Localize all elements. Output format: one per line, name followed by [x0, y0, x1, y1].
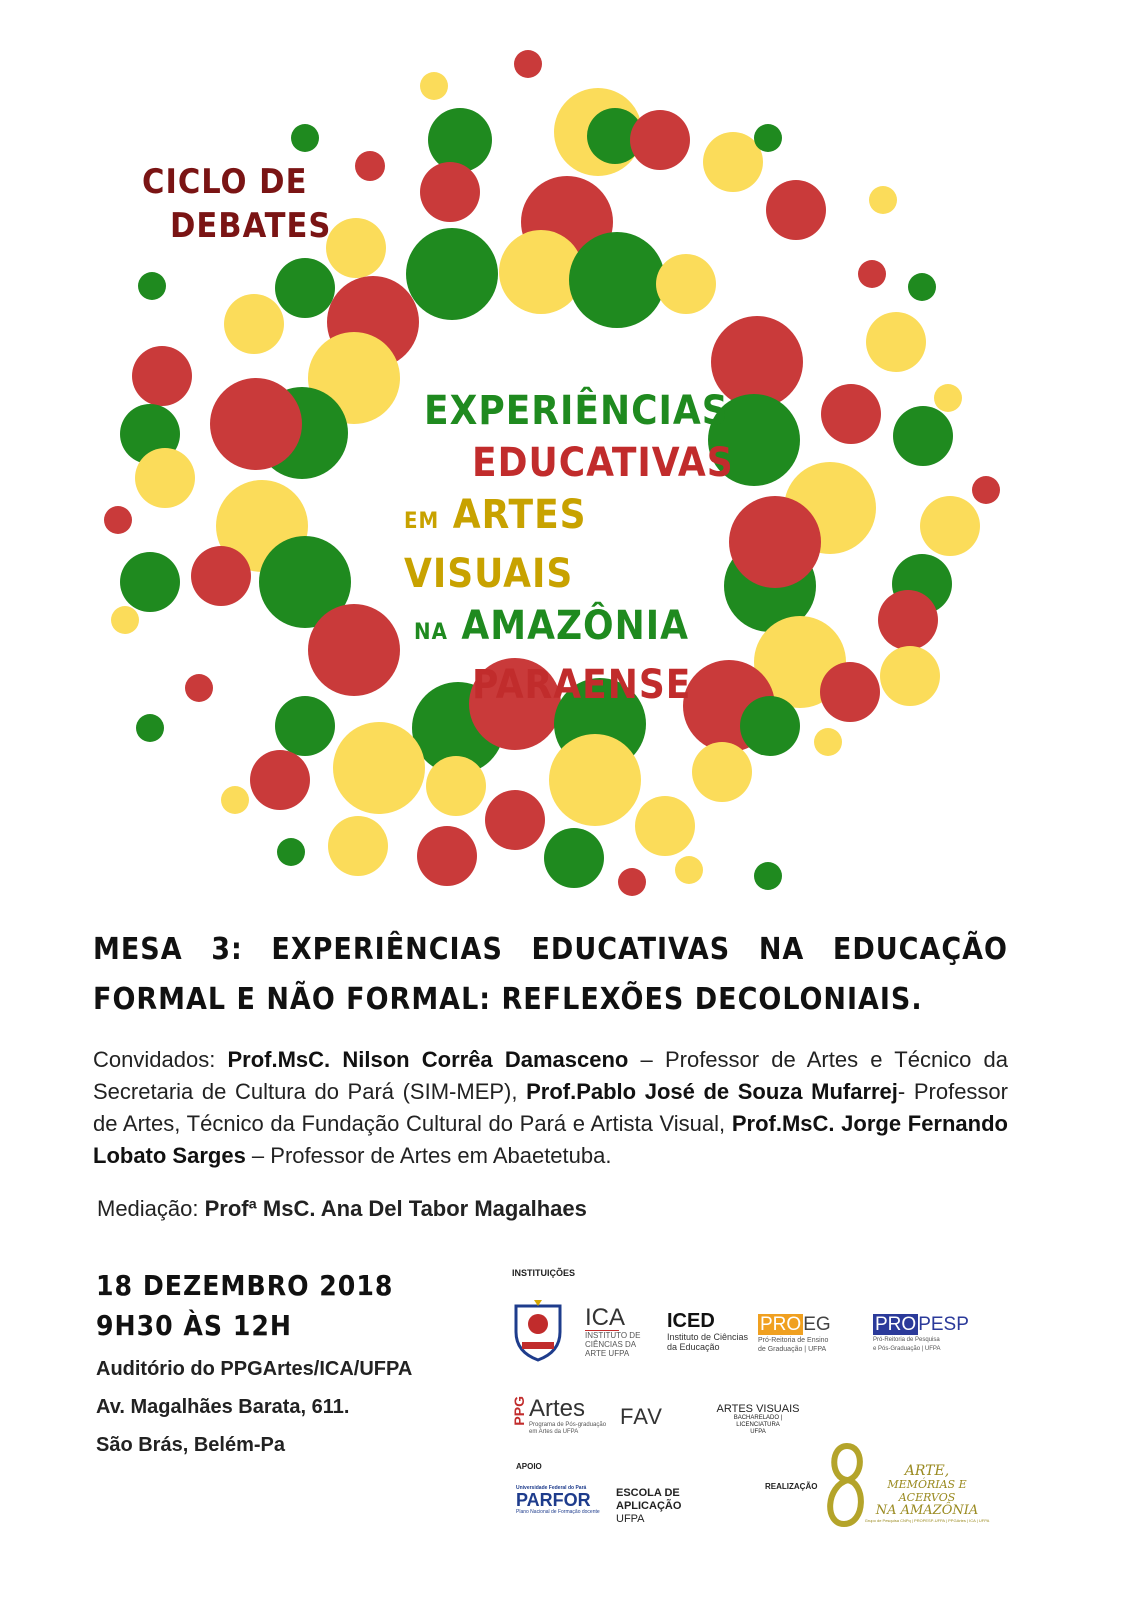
- decorative-circle: [675, 856, 703, 884]
- event-date: [96, 1266, 393, 1346]
- decorative-circle: [333, 722, 425, 814]
- arte-sub: Grupo de Pesquisa CNPq | PROPESP-UFPA | PPGArtes | ICA | UFPA: [864, 1518, 990, 1523]
- decorative-circle: [754, 862, 782, 890]
- decorative-circle: [420, 72, 448, 100]
- iced-logo: [667, 1310, 748, 1352]
- arte-line-3: NA AMAZÔNIA: [875, 1503, 979, 1518]
- ufpa-crest-logo: [510, 1298, 566, 1367]
- decorative-circle: [426, 756, 486, 816]
- decorative-circle: [692, 742, 752, 802]
- av-line-3: UFPA: [750, 1429, 766, 1435]
- decorative-circle: [406, 228, 498, 320]
- escola-line-2: APLICAÇÃO: [616, 1500, 682, 1512]
- decorative-circle: [754, 124, 782, 152]
- decorative-circle: [618, 868, 646, 896]
- decorative-circle: [277, 838, 305, 866]
- iced-sub-1: Instituto de Ciências: [667, 1332, 749, 1342]
- escola-aplicacao-logo: [616, 1487, 681, 1526]
- decorative-circle: [920, 496, 980, 556]
- mediation: [97, 1196, 587, 1222]
- decorative-circle: [275, 696, 335, 756]
- cycle-heading: [142, 160, 331, 248]
- mediation-label: Mediação:: [97, 1196, 205, 1221]
- panel-title: MESA 3: EXPERIÊNCIAS EDUCATIVAS NA EDUCAÇÃO FORMAL E NÃO FORMAL: REFLEXÕES DECOLONIAIS.: [93, 932, 1008, 1017]
- decorative-circle: [878, 590, 938, 650]
- mediator-name: Profª MsC. Ana Del Tabor Magalhaes: [204, 1196, 587, 1221]
- decorative-circle: [880, 646, 940, 706]
- decorative-circle: [569, 232, 665, 328]
- parfor-top: Universidade Federal do Pará: [516, 1485, 587, 1491]
- propesp-sub-1: Pró-Reitoria de Pesquisa: [873, 1337, 940, 1343]
- title-prefix-na: NA: [414, 620, 448, 645]
- decorative-circle: [138, 272, 166, 300]
- decorative-circle: [135, 448, 195, 508]
- decorative-circle: [132, 346, 192, 406]
- decorative-circle: [934, 384, 962, 412]
- ica-sub-1: INSTITUTO DE: [585, 1331, 641, 1340]
- propesp-logo: [873, 1314, 969, 1354]
- ppg-sub-1: Programa de Pós-graduação: [529, 1422, 607, 1428]
- iced-sub-2: da Educação: [667, 1342, 720, 1352]
- decorative-circle: [291, 124, 319, 152]
- decorative-circle: [104, 506, 132, 534]
- arte-line-2: MEMÓRIAS E ACERVOS: [887, 1478, 967, 1504]
- decorative-circle: [821, 384, 881, 444]
- ppg-sub-2: em Artes da UFPA: [529, 1429, 579, 1435]
- decorative-circle: [549, 734, 641, 826]
- decorative-circle: [635, 796, 695, 856]
- artes-visuais-logo: [712, 1403, 804, 1436]
- ica-sub-3: ARTE UFPA: [585, 1349, 630, 1358]
- decorative-circle: [136, 714, 164, 742]
- decorative-circle: [224, 294, 284, 354]
- decorative-circle: [111, 606, 139, 634]
- decorative-circle: [210, 378, 302, 470]
- ppg-a: PPG: [511, 1396, 527, 1426]
- event-time: 9H30 ÀS 12H: [96, 1309, 292, 1342]
- propesp-a: PRO: [875, 1314, 917, 1335]
- decorative-circle: [428, 108, 492, 172]
- decorative-circle: [355, 151, 385, 181]
- guests-paragraph: [93, 1044, 1008, 1172]
- fav-logo: FAV: [620, 1404, 663, 1429]
- institutions-heading: INSTITUIÇÕES: [512, 1268, 576, 1278]
- guest-1-desc: – Professor de Artes e Técnico da Secretaria de Cultura do Pará (SIM-MEP),: [93, 1047, 1008, 1104]
- ppg-b: Artes: [529, 1395, 586, 1422]
- decorative-circle: [869, 186, 897, 214]
- propesp-sub-2: e Pós-Graduação | UFPA: [873, 1346, 941, 1352]
- decorative-circle: [630, 110, 690, 170]
- arte-line-1: ARTE,: [904, 1463, 950, 1479]
- decorative-circle: [544, 828, 604, 888]
- guest-2-desc: - Professor de Artes, Técnico da Fundação Cultural do Pará e Artista Visual,: [93, 1079, 1008, 1136]
- escola-line-1: ESCOLA DE: [616, 1487, 680, 1499]
- iced-logo-text: ICED: [667, 1310, 715, 1332]
- guest-3-name: Prof.MsC. Jorge Fernando Lobato Sarges: [93, 1111, 1008, 1168]
- ica-logo-text: ICA: [585, 1304, 626, 1331]
- decorative-circle: [820, 662, 880, 722]
- av-line-2: BACHARELADO | LICENCIATURA: [733, 1415, 783, 1428]
- guest-2-name: Prof.Pablo José de Souza Mufarrej: [526, 1079, 898, 1104]
- proeg-a: PRO: [760, 1314, 802, 1335]
- ppgartes-logo: [512, 1396, 606, 1436]
- decorative-circle: [250, 750, 310, 810]
- escola-line-3: UFPA: [616, 1513, 645, 1525]
- title-line-2: EDUCATIVAS: [472, 440, 734, 486]
- decorative-circle: [766, 180, 826, 240]
- realization-heading: REALIZAÇÃO: [765, 1482, 818, 1491]
- decorative-circle: [866, 312, 926, 372]
- decorative-circle: [656, 254, 716, 314]
- title-line-3: ARTES VISUAIS: [404, 492, 587, 597]
- title-prefix-em: EM: [404, 509, 440, 534]
- proeg-b: EG: [803, 1314, 831, 1335]
- ica-logo: [585, 1306, 651, 1358]
- guest-1-name: Prof.MsC. Nilson Corrêa Damasceno: [227, 1047, 629, 1072]
- parfor-text: PARFOR: [516, 1490, 591, 1510]
- decorative-circle: [814, 728, 842, 756]
- decorative-circle: [185, 674, 213, 702]
- proeg-sub-1: Pró-Reitoria de Ensino: [758, 1337, 829, 1344]
- decorative-circle: [514, 50, 542, 78]
- arte-memorias-acervos-logo: [822, 1440, 992, 1530]
- decorative-circle: [703, 132, 763, 192]
- event-venue: [96, 1350, 412, 1464]
- title-line-1: EXPERIÊNCIAS: [424, 388, 729, 434]
- guest-3-desc: – Professor de Artes em Abaetetuba.: [245, 1143, 612, 1168]
- venue-line-2: Av. Magalhães Barata, 611.: [96, 1396, 350, 1418]
- av-line-1: ARTES VISUAIS: [716, 1403, 800, 1415]
- decorative-circle: [326, 218, 386, 278]
- proeg-sub-2: de Graduação | UFPA: [758, 1346, 827, 1353]
- decorative-circle: [972, 476, 1000, 504]
- event-day: 18 DEZEMBRO 2018: [96, 1269, 394, 1302]
- decorative-circle: [275, 258, 335, 318]
- decorative-circle: [328, 816, 388, 876]
- decorative-circle: [420, 162, 480, 222]
- decorative-circle: [858, 260, 886, 288]
- cycle-heading-line1: CICLO DE: [142, 162, 308, 202]
- guests-label: Convidados:: [93, 1047, 228, 1072]
- decorative-circle: [893, 406, 953, 466]
- title-line-4: AMAZÔNIA: [461, 603, 689, 649]
- venue-line-3: São Brás, Belém-Pa: [96, 1434, 285, 1456]
- decorative-circle: [191, 546, 251, 606]
- title-line-5: PARAENSE: [472, 662, 692, 708]
- decorative-circle: [417, 826, 477, 886]
- decorative-circle: [908, 273, 936, 301]
- decorative-circle: [221, 786, 249, 814]
- decorative-circle: [120, 552, 180, 612]
- ufpa-crest-icon: [510, 1298, 566, 1362]
- parfor-logo: [516, 1485, 600, 1515]
- proeg-logo: [758, 1314, 831, 1354]
- support-heading: APOIO: [516, 1462, 542, 1471]
- parfor-sub: Plano Nacional de Formação docente: [516, 1509, 600, 1515]
- event-title: [380, 385, 750, 711]
- venue-line-1: Auditório do PPGArtes/ICA/UFPA: [96, 1358, 413, 1380]
- ica-sub-2: CIÊNCIAS DA: [585, 1340, 637, 1349]
- decorative-circle: [485, 790, 545, 850]
- cycle-heading-line2: DEBATES: [170, 206, 332, 246]
- propesp-b: PESP: [918, 1314, 969, 1335]
